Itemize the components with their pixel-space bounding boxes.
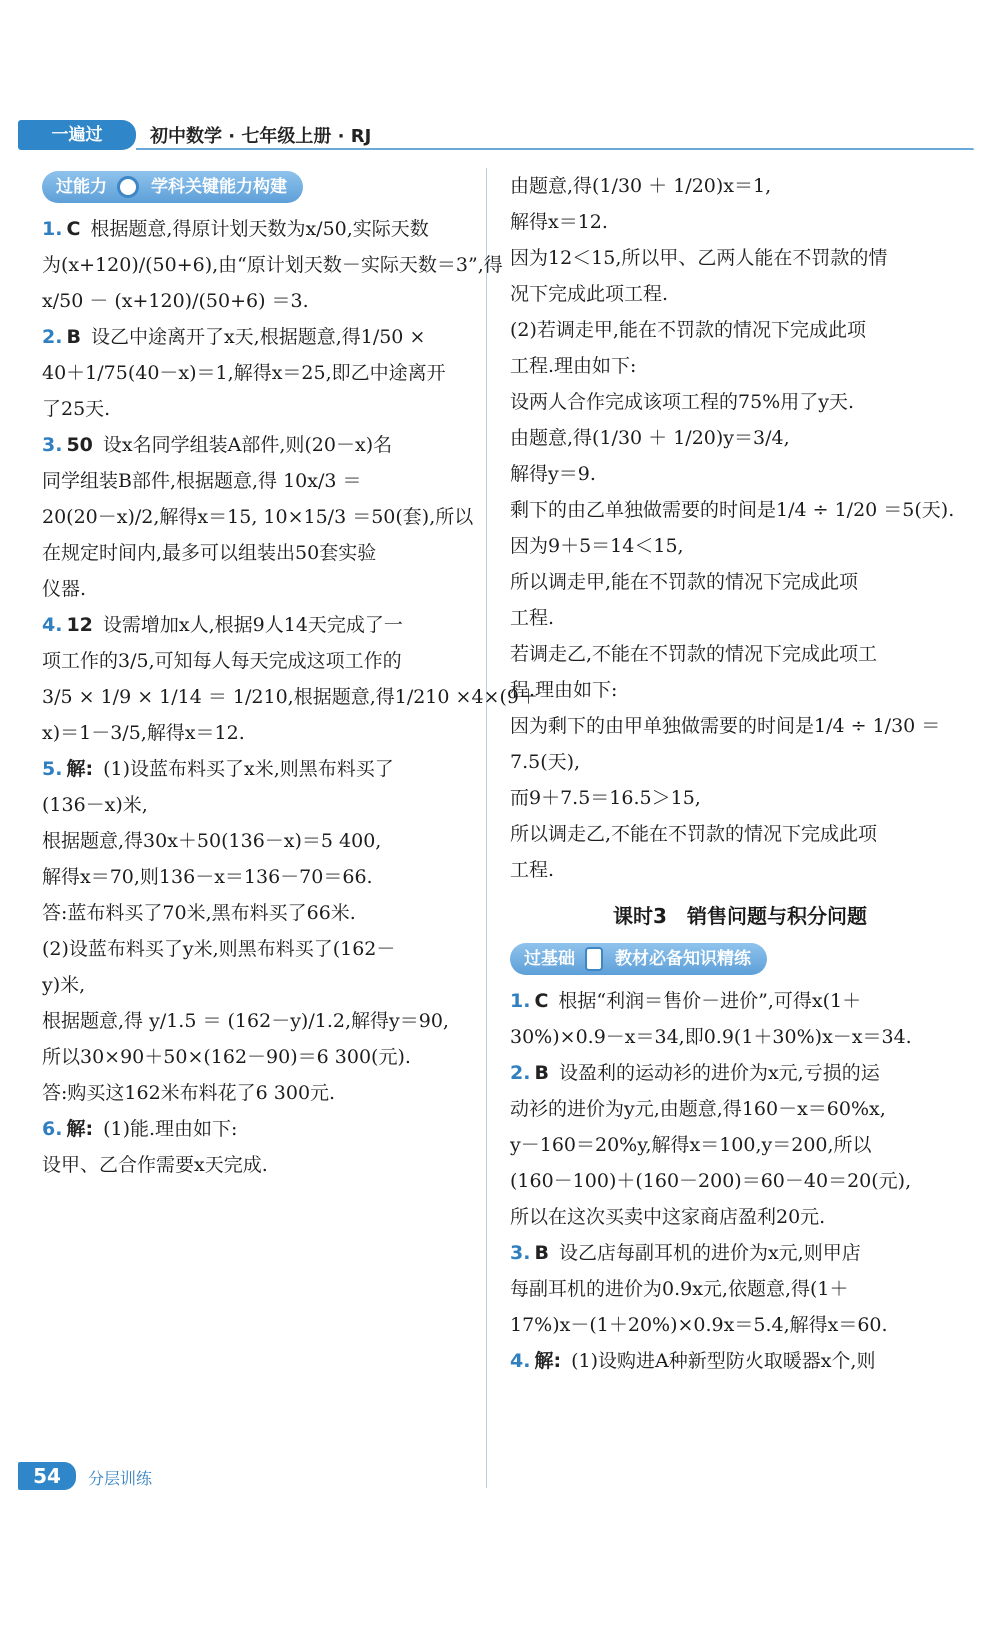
answer-line [510, 276, 970, 312]
answer-line [510, 1163, 970, 1199]
question-number: 6. [42, 1118, 63, 1140]
answer-text: 根据题意,得原计划天数为x/50,实际天数 [90, 218, 429, 240]
right-basics-list [510, 983, 970, 1379]
question-number: 4. [510, 1350, 531, 1372]
answer-key: C [534, 990, 549, 1012]
answer-line [510, 1127, 970, 1163]
answer-text: (2)设蓝布料买了y米,则黑布料买了(162－ [42, 938, 396, 960]
answer-text: x)＝1－3/5,解得x＝12. [42, 722, 245, 744]
answer-line [42, 1075, 482, 1111]
answer-line [510, 780, 970, 816]
answer-line [42, 931, 482, 967]
answer-line [42, 355, 482, 391]
answer-line [510, 420, 970, 456]
answer-line [42, 895, 482, 931]
answer-line [42, 1039, 482, 1075]
answer-line [510, 600, 970, 636]
answer-line [42, 463, 482, 499]
answer-text: 若调走乙,不能在不罚款的情况下完成此项工 [510, 643, 878, 665]
answer-key: 解: [534, 1350, 562, 1372]
answer-text: 所以调走甲,能在不罚款的情况下完成此项 [510, 571, 859, 593]
answer-text: (1)设蓝布料买了x米,则黑布料买了 [103, 758, 394, 780]
answer-line [42, 427, 482, 463]
answer-text: 工程. [510, 607, 555, 629]
answer-text: 7.5(天), [510, 751, 581, 773]
notebook-icon [585, 947, 603, 971]
answer-line [42, 1147, 482, 1183]
answer-text: 设x名同学组装A部件,则(20－x)名 [102, 434, 393, 456]
answer-text: 由题意,得(1/30 ＋ 1/20)x＝1, [510, 175, 772, 197]
answer-key: 解: [66, 1118, 94, 1140]
answer-key: C [66, 218, 81, 240]
answer-text: 答:购买这162米布料花了6 300元. [42, 1082, 336, 1104]
answer-text: 工程.理由如下: [510, 355, 637, 377]
answer-line [510, 168, 970, 204]
answer-line [510, 1019, 970, 1055]
answer-key: 解: [66, 758, 94, 780]
answer-key: B [66, 326, 81, 348]
answer-key: B [534, 1242, 549, 1264]
answer-text: 仪器. [42, 578, 87, 600]
answer-text: x/50 － (x+120)/(50+6) ＝3. [42, 290, 309, 312]
answer-text: 解得y＝9. [510, 463, 596, 485]
answer-text: y)米, [42, 974, 86, 996]
answer-text: 根据题意,得30x＋50(136－x)＝5 400, [42, 830, 382, 852]
answer-text: 工程. [510, 859, 555, 881]
page-footer [18, 1462, 208, 1492]
answer-text: 项工作的3/5,可知每人每天完成这项工作的 [42, 650, 402, 672]
answer-text: 所以在这次买卖中这家商店盈利20元. [510, 1206, 826, 1228]
answer-line [42, 787, 482, 823]
answer-line [42, 535, 482, 571]
answer-line [510, 528, 970, 564]
brand-logo: 一遍过 [18, 120, 136, 150]
answer-text: 在规定时间内,最多可以组装出50套实验 [42, 542, 377, 564]
answer-line [510, 1091, 970, 1127]
answer-key: B [534, 1062, 549, 1084]
question-number: 5. [42, 758, 63, 780]
section-banner-ability [42, 171, 303, 203]
banner-subtitle: 教材必备知识精练 [615, 949, 751, 969]
page-header [18, 118, 980, 154]
answer-line [510, 240, 970, 276]
question-number: 4. [42, 614, 63, 636]
answer-line [510, 564, 970, 600]
answer-text: 设需增加x人,根据9人14天完成了一 [102, 614, 403, 636]
question-number: 3. [42, 434, 63, 456]
answer-text: 为(x+120)/(50+6),由“原计划天数－实际天数＝3”,得 [42, 254, 503, 276]
answer-line [510, 983, 970, 1019]
answer-text: 设两人合作完成该项工程的75%用了y天. [510, 391, 855, 413]
answer-line [42, 715, 482, 751]
answer-text: 程.理由如下: [510, 679, 618, 701]
answer-line [42, 643, 482, 679]
answer-text: 因为9＋5＝14＜15, [510, 535, 684, 557]
book-title: 初中数学 · 七年级上册 · RJ [150, 126, 372, 147]
answer-line [510, 204, 970, 240]
answer-text: 了25天. [42, 398, 111, 420]
answer-line [510, 1307, 970, 1343]
answer-text: 20(20－x)/2,解得x＝15, 10×15/3 ＝50(套),所以 [42, 506, 474, 528]
answer-line [510, 1055, 970, 1091]
answer-line [42, 607, 482, 643]
question-number: 1. [42, 218, 63, 240]
answer-key: 12 [66, 614, 93, 636]
answer-text: 答:蓝布料买了70米,黑布料买了66米. [42, 902, 356, 924]
right-column [510, 168, 970, 1379]
answer-line [510, 1235, 970, 1271]
answer-text: 17%)x－(1＋20%)×0.9x＝5.4,解得x＝60. [510, 1314, 888, 1336]
question-number: 1. [510, 990, 531, 1012]
answer-line [510, 492, 970, 528]
header-rule [136, 148, 974, 150]
answer-text: 设乙中途离开了x天,根据题意,得1/50 × [90, 326, 426, 348]
answer-text: 剩下的由乙单独做需要的时间是1/4 ÷ 1/20 ＝5(天). [510, 499, 955, 521]
page-number: 54 [18, 1462, 76, 1490]
answer-line [42, 1111, 482, 1147]
answer-line [510, 672, 970, 708]
answer-text: (2)若调走甲,能在不罚款的情况下完成此项 [510, 319, 866, 341]
answer-line [510, 636, 970, 672]
answer-text: 30%)×0.9－x＝34,即0.9(1＋30%)x－x＝34. [510, 1026, 912, 1048]
answer-text: 所以30×90＋50×(162－90)＝6 300(元). [42, 1046, 411, 1068]
answer-text: 40＋1/75(40－x)＝1,解得x＝25,即乙中途离开 [42, 362, 446, 384]
answer-text: 而9＋7.5＝16.5＞15, [510, 787, 701, 809]
answer-line [42, 859, 482, 895]
answer-line [510, 348, 970, 384]
answer-line [510, 456, 970, 492]
answer-line [42, 679, 538, 715]
answer-text: 设甲、乙合作需要x天完成. [42, 1154, 268, 1176]
answer-line [510, 1343, 970, 1379]
answer-line [42, 751, 482, 787]
section-banner-basics [510, 943, 767, 975]
answer-text: 根据题意,得 y/1.5 ＝ (162－y)/1.2,解得y＝90, [42, 1010, 449, 1032]
answer-line [42, 247, 503, 283]
answer-line [510, 744, 970, 780]
answer-text: (1)设购进A种新型防火取暖器x个,则 [571, 1350, 876, 1372]
answer-text: 设乙店每副耳机的进价为x元,则甲店 [558, 1242, 861, 1264]
answer-text: 因为剩下的由甲单独做需要的时间是1/4 ÷ 1/30 ＝ [510, 715, 941, 737]
medal-icon [117, 176, 139, 198]
answer-line [510, 312, 970, 348]
banner-label: 过基础 [524, 949, 575, 969]
answer-line [510, 708, 970, 744]
answer-text: 况下完成此项工程. [510, 283, 669, 305]
answer-line [42, 571, 482, 607]
answer-text: (1)能.理由如下: [103, 1118, 238, 1140]
answer-text: 解得x＝12. [510, 211, 608, 233]
answer-line [510, 816, 970, 852]
answer-text: 因为12＜15,所以甲、乙两人能在不罚款的情 [510, 247, 888, 269]
answer-line [510, 384, 970, 420]
question-number: 2. [42, 326, 63, 348]
answer-line [42, 967, 482, 1003]
banner-label: 过能力 [56, 177, 107, 197]
answer-text: (160－100)＋(160－200)＝60－40＝20(元), [510, 1170, 912, 1192]
answer-text: (136－x)米, [42, 794, 148, 816]
footer-label: 分层训练 [88, 1469, 153, 1488]
answer-text: 同学组装B部件,根据题意,得 10x/3 ＝ [42, 470, 362, 492]
answer-line [42, 319, 482, 355]
answer-text: 3/5 × 1/9 × 1/14 ＝ 1/210,根据题意,得1/210 ×4×(9＋ [42, 686, 538, 708]
answer-line [42, 1003, 482, 1039]
answer-line [42, 391, 482, 427]
answer-key: 50 [66, 434, 93, 456]
right-answer-list [510, 168, 970, 888]
answer-line [510, 1271, 970, 1307]
answer-text: 每副耳机的进价为0.9x元,依题意,得(1＋ [510, 1278, 849, 1300]
lesson-title: 课时3 销售问题与积分问题 [613, 904, 867, 928]
answer-text: 设盈利的运动衫的进价为x元,亏损的运 [558, 1062, 880, 1084]
answer-text: y－160＝20%y,解得x＝100,y＝200,所以 [510, 1134, 872, 1156]
answer-text: 根据“利润＝售价－进价”,可得x(1＋ [558, 990, 862, 1012]
question-number: 2. [510, 1062, 531, 1084]
answer-line [42, 283, 482, 319]
answer-line [42, 499, 482, 535]
answer-line [510, 1199, 970, 1235]
answer-text: 所以调走乙,不能在不罚款的情况下完成此项 [510, 823, 878, 845]
answer-text: 解得x＝70,则136－x＝136－70＝66. [42, 866, 373, 888]
question-number: 3. [510, 1242, 531, 1264]
answer-text: 动衫的进价为y元,由题意,得160－x＝60%x, [510, 1098, 886, 1120]
answer-line [510, 852, 970, 888]
answer-line [42, 823, 482, 859]
answer-text: 由题意,得(1/30 ＋ 1/20)y＝3/4, [510, 427, 790, 449]
answer-line [42, 211, 482, 247]
column-divider [486, 168, 487, 1488]
banner-subtitle: 学科关键能力构建 [151, 177, 287, 197]
